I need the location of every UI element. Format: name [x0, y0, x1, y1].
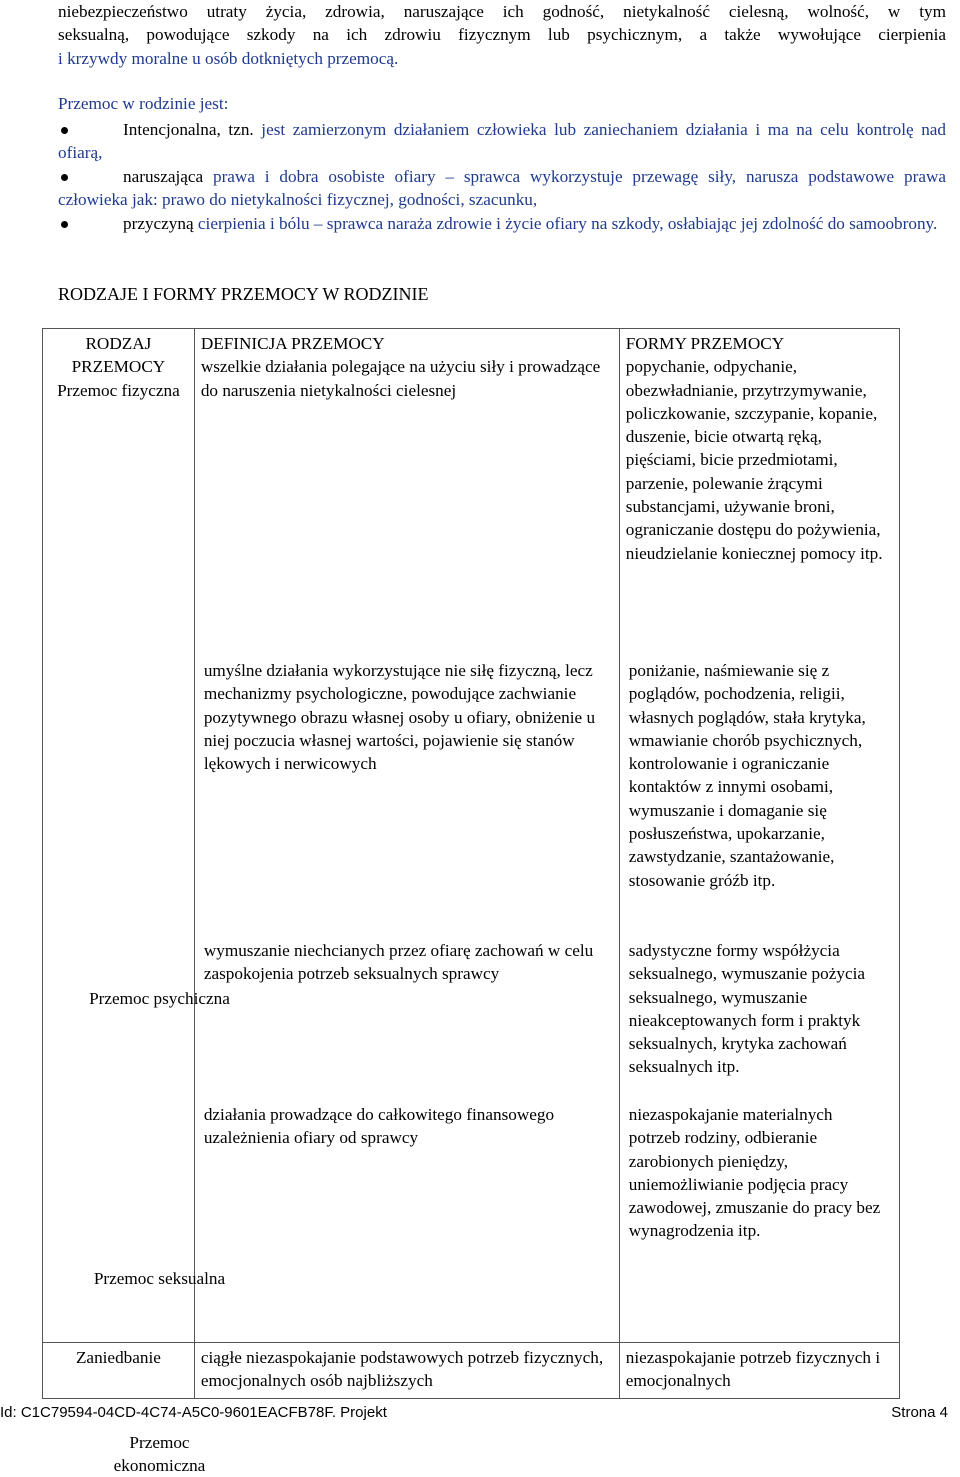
header-type: RODZAJ PRZEMOCY	[49, 332, 188, 379]
header-forms: FORMY PRZEMOCY	[626, 332, 893, 355]
bullet-text-3: cierpienia i bólu – sprawca naraża zdrowie i życie ofiary na szkody, osłabiając jej zdolność do samoobrony.	[194, 214, 938, 233]
definition-economic: działania prowadzące do całkowitego finansowego uzależnienia ofiary od sprawcy	[204, 1103, 614, 1150]
table-row-neglect	[43, 1343, 900, 1399]
bullet-label-1: Intencjonalna, tzn.	[123, 120, 254, 139]
bullet-item-3	[58, 212, 946, 235]
footer-page-number: Strona 4	[891, 1404, 948, 1421]
forms-physical: popychanie, odpychanie, obezwładnianie, przytrzymywanie, policzkowanie, szczypanie, kopanie, duszenie, bicie otwartą ręką, pięściami, bicie przedmiotami, parzenie, polewanie żrącymi substancjami, używanie broni, ograniczanie dostępu do pożywienia, nieudzielanie koniecznej pomocy itp.	[626, 355, 893, 565]
type-sexual: Przemoc seksualna	[85, 1267, 235, 1290]
forms-neglect: niezaspokajanie potrzeb fizycznych i emocjonalnych	[619, 1343, 899, 1399]
footer-document-id: Id: C1C79594-04CD-4C74-A5C0-9601EACFB78F. Projekt	[0, 1404, 387, 1421]
intro-line-3: i krzywdy moralne u osób dotkniętych przemocą.	[58, 47, 946, 70]
type-economic: Przemoc ekonomiczna	[85, 1431, 235, 1477]
definition-sexual: wymuszanie niechcianych przez ofiarę zachowań w celu zaspokojenia potrzeb seksualnych sprawcy	[204, 939, 614, 986]
type-column	[43, 329, 195, 1343]
header-definition: DEFINICJA PRZEMOCY	[201, 332, 613, 355]
bullet-text-1: jest zamierzonym działaniem człowieka lub zaniechaniem działania i ma na celu kontrolę nad ofiarą,	[58, 120, 946, 162]
violence-intro: Przemoc w rodzinie jest:	[58, 94, 228, 114]
bullet-label-3: przyczyną	[123, 214, 194, 233]
intro-paragraph	[58, 0, 946, 70]
section-title: RODZAJE I FORMY PRZEMOCY W RODZINIE	[58, 284, 429, 305]
type-neglect: Zaniedbanie	[43, 1343, 195, 1399]
definition-neglect: ciągłe niezaspokajanie podstawowych potrzeb fizycznych, emocjonalnych osób najbliższych	[194, 1343, 619, 1399]
forms-sexual: sadystyczne formy współżycia seksualnego, wymuszanie pożycia seksualnego, wymuszanie nieakceptowanych form i praktyk seksualnych, krytyka zachowań seksualnych itp.	[629, 939, 881, 1079]
bullet-item-2	[58, 165, 946, 212]
forms-column	[619, 329, 899, 1343]
intro-line-1: niebezpieczeństwo utraty życia, zdrowia, naruszające ich godność, nietykalność cielesną, wolność, w tym	[58, 0, 946, 23]
bullet-item-1	[58, 118, 946, 165]
bullet-label-2: naruszająca	[123, 167, 203, 186]
definition-column	[194, 329, 619, 1343]
forms-psychological: poniżanie, naśmiewanie się z poglądów, pochodzenia, religii, własnych poglądów, stała krytyka, wmawianie chorób psychicznych, kontrolowanie i ograniczanie kontaktów z innymi osobami, wymuszanie i domaganie się posłuszeństwa, upokarzanie, zawstydzanie, szantażowanie, stosowanie gróźb itp.	[629, 659, 881, 892]
bullet-text-2: prawa i dobra osobiste ofiary – sprawca wykorzystuje przewagę siły, narusza podstawowe prawa człowieka jak: prawo do nietykalności fizycznej, godności, szacunku,	[58, 167, 946, 209]
forms-economic: niezaspokajanie materialnych potrzeb rodziny, odbieranie zarobionych pieniędzy, uniemożliwianie podjęcia pracy zawodowej, zmuszanie do pracy bez wynagrodzenia itp.	[629, 1103, 881, 1243]
definition-psychological: umyślne działania wykorzystujące nie siłę fizyczną, lecz mechanizmy psychologiczne, powodujące zachwianie pozytywnego obrazu własnej osoby u ofiary, obniżenie u niej poczucia własnej wartości, pojawienie się stanów lękowych i nerwicowych	[204, 659, 614, 775]
intro-line-2: seksualną, powodujące szkody na ich zdrowiu fizycznym lub psychicznym, a także wywołujące cierpienia	[58, 23, 946, 46]
type-psychological: Przemoc psychiczna	[85, 987, 235, 1010]
violence-types-table	[42, 328, 900, 1399]
type-physical: Przemoc fizyczna	[49, 379, 188, 402]
definition-physical: wszelkie działania polegające na użyciu siły i prowadzące do naruszenia nietykalności cielesnej	[201, 355, 613, 402]
